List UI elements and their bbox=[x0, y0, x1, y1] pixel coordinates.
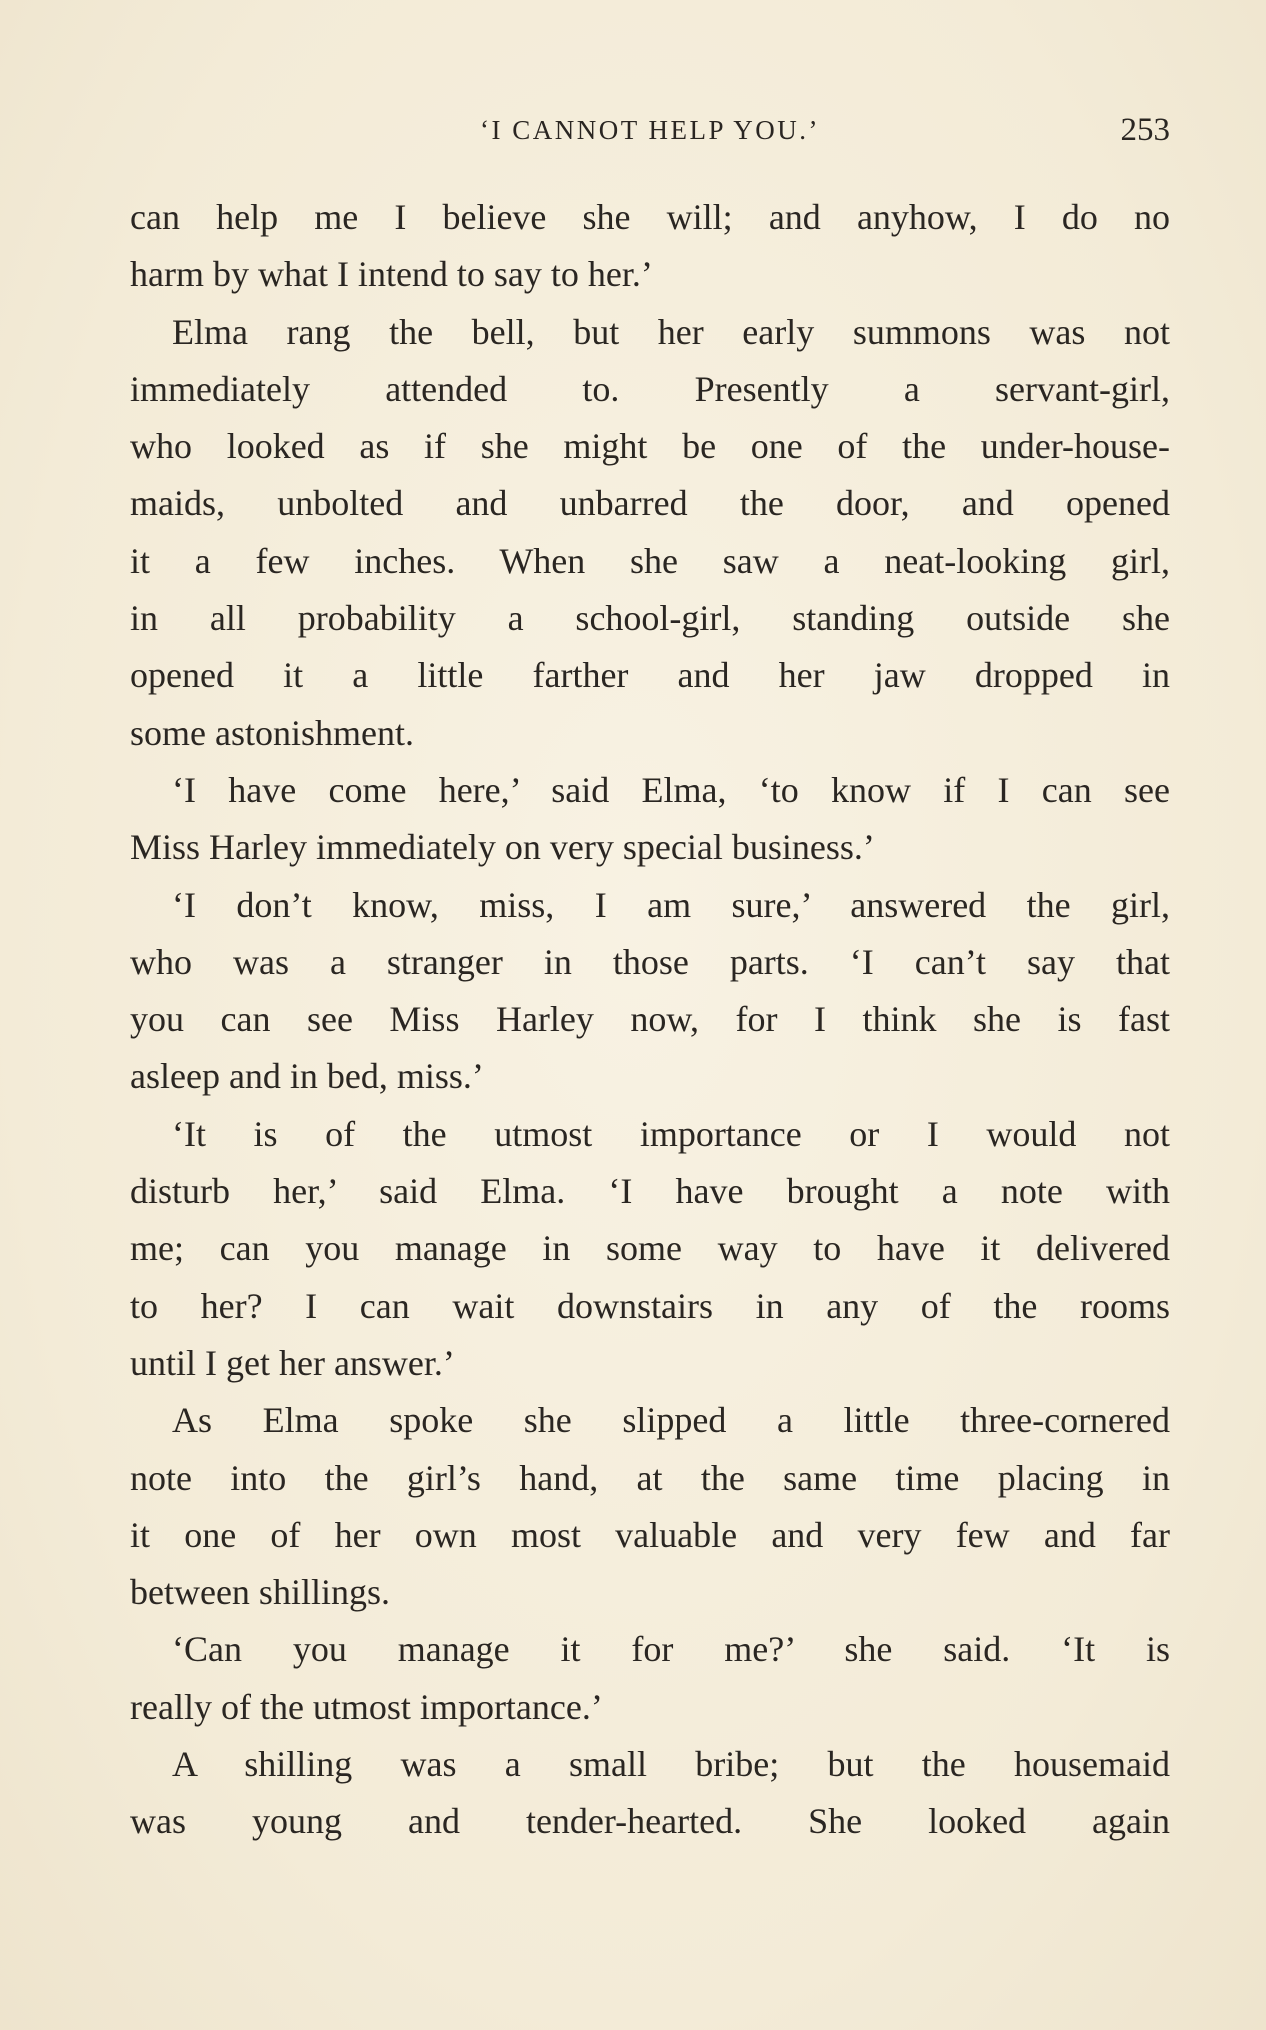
text-line: Miss Harley immediately on very special business.’ bbox=[130, 827, 875, 868]
body-text bbox=[130, 189, 1170, 1851]
text-line: you can see Miss Harley now, for I think she is fast bbox=[130, 999, 1170, 1040]
text-line: until I get her answer.’ bbox=[130, 1342, 455, 1383]
text-line: some astonishment. bbox=[130, 712, 414, 753]
text-line: it one of her own most valuable and very few and far bbox=[130, 1514, 1170, 1555]
text-line: who looked as if she might be one of the under-house- bbox=[130, 426, 1170, 467]
text-line: to her? I can wait downstairs in any of the rooms bbox=[130, 1285, 1170, 1326]
text-line: harm by what I intend to say to her.’ bbox=[130, 254, 653, 295]
text-line: maids, unbolted and unbarred the door, and opened bbox=[130, 483, 1170, 524]
page-number: 253 bbox=[1120, 112, 1170, 148]
text-line: asleep and in bed, miss.’ bbox=[130, 1056, 484, 1097]
text-line: me; can you manage in some way to have it delivered bbox=[130, 1228, 1170, 1269]
text-line: ‘I don’t know, miss, I am sure,’ answered the girl, bbox=[172, 884, 1170, 925]
running-head bbox=[130, 108, 1170, 152]
text-line: really of the utmost importance.’ bbox=[130, 1686, 603, 1727]
text-line: in all probability a school-girl, standing outside she bbox=[130, 598, 1170, 639]
text-line: ‘I have come here,’ said Elma, ‘to know if I can see bbox=[172, 769, 1170, 810]
text-line: A shilling was a small bribe; but the housemaid bbox=[172, 1744, 1170, 1785]
text-line: Elma rang the bell, but her early summons was not bbox=[172, 311, 1170, 352]
text-line: ‘It is of the utmost importance or I would not bbox=[172, 1113, 1170, 1154]
text-line: opened it a little farther and her jaw dropped in bbox=[130, 655, 1170, 696]
text-line: As Elma spoke she slipped a little three-cornered bbox=[172, 1400, 1170, 1441]
text-line: who was a stranger in those parts. ‘I can’t say that bbox=[130, 941, 1170, 982]
text-line: it a few inches. When she saw a neat-looking girl, bbox=[130, 540, 1170, 581]
running-title: ‘I CANNOT HELP YOU.’ bbox=[480, 115, 820, 145]
text-line: between shillings. bbox=[130, 1572, 390, 1613]
text-line: immediately attended to. Presently a servant-girl, bbox=[130, 368, 1170, 409]
text-line: disturb her,’ said Elma. ‘I have brought a note with bbox=[130, 1171, 1170, 1212]
text-line: was young and tender-hearted. She looked again bbox=[130, 1801, 1170, 1842]
text-line: note into the girl’s hand, at the same time placing in bbox=[130, 1457, 1170, 1498]
text-line: ‘Can you manage it for me?’ she said. ‘It is bbox=[172, 1629, 1170, 1670]
text-line: can help me I believe she will; and anyhow, I do no bbox=[130, 197, 1170, 237]
